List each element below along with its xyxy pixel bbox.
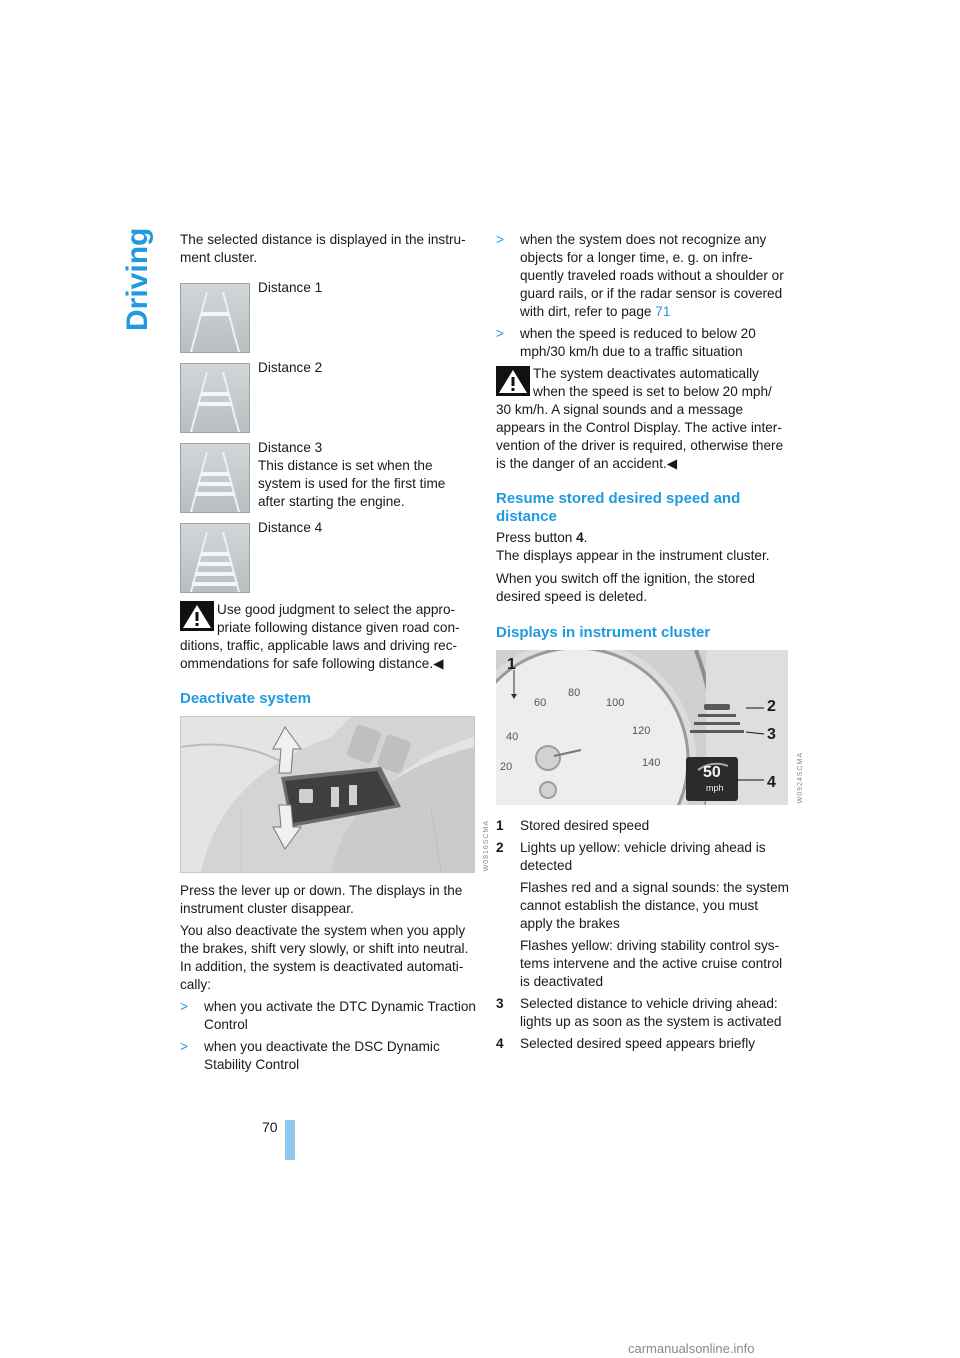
section-title: Driving	[121, 228, 154, 332]
page-link[interactable]: 71	[655, 304, 671, 319]
cluster-legend	[496, 817, 792, 1053]
warning-1-text: ditions, traffic, applicable laws and driving rec-ommendations for safe following distance.◀	[180, 638, 458, 671]
callout-3: 3	[767, 726, 776, 743]
press-button-text: Press button 4. The displays appear in the instrument cluster.	[496, 530, 770, 563]
right-bullets	[496, 231, 792, 361]
speed-tick: 100	[606, 697, 625, 709]
distance-4-image	[180, 523, 250, 593]
speed-tick: 40	[506, 731, 519, 743]
intro-text: The selected distance is displayed in the instru-ment cluster.	[180, 232, 466, 265]
heading-deactivate-system: Deactivate system	[180, 690, 311, 707]
distance-4-label: Distance 4	[258, 520, 323, 535]
list-item: > when the system does not recognize any objects for a longer time, e. g. on infre-quently traveled roads without a shoulder or guard rails, or if the radar sensor is covered with dirt, refer to page 71	[496, 232, 784, 319]
heading-resume-speed: Resume stored desired speed and distance	[496, 490, 741, 525]
speed-tick: 120	[632, 725, 651, 737]
lever-photo	[180, 716, 475, 873]
list-item: > when you activate the DTC Dynamic Traction Control	[180, 999, 476, 1032]
list-item: > when you deactivate the DSC Dynamic Stability Control	[180, 1039, 440, 1072]
callout-1: 1	[507, 656, 516, 673]
callout-2: 2	[767, 698, 776, 715]
distance-1-label: Distance 1	[258, 280, 323, 295]
distance-2-label: Distance 2	[258, 360, 323, 375]
lever-photo-code: W0816SCMA	[483, 820, 490, 872]
instrument-cluster-photo	[496, 650, 788, 805]
page-bar	[285, 1120, 295, 1160]
footer-watermark: carmanualsonline.info	[628, 1341, 755, 1356]
ignition-off-text: When you switch off the ignition, the stored desired speed is deleted.	[496, 571, 755, 604]
callout-4: 4	[767, 774, 776, 791]
heading-displays-cluster: Displays in instrument cluster	[496, 624, 711, 641]
list-item: > when the speed is reduced to below 20 mph/30 km/h due to a traffic situation	[496, 326, 756, 359]
speed-tick: 80	[568, 687, 581, 699]
warning-2-first-lines: The system deactivates automatically when the speed is set to below 20 mph/	[533, 366, 772, 399]
speed-value: 50	[703, 764, 721, 781]
list-item: 3 Selected distance to vehicle driving ahead: lights up as soon as the system is activated	[496, 996, 782, 1029]
page-number: 70	[262, 1119, 278, 1135]
distance-3-text: Distance 3 This distance is set when the system is used for the first time after starting the engine.	[258, 440, 446, 509]
warning-icon	[180, 601, 214, 631]
deactivate-bullets	[180, 998, 476, 1074]
speed-tick: 20	[500, 761, 513, 773]
warning-1-first-lines: Use good judgment to select the appro- priate following distance given road con-	[217, 602, 460, 635]
list-item: 2 Lights up yellow: vehicle driving ahead is detected Flashes red and a signal sounds: the system cannot establish the distance, you must apply the brakes Flashes yellow: driving stability control sys-tems intervene and the active cruise control is deactivated	[496, 840, 790, 989]
speed-tick: 60	[534, 697, 547, 709]
distance-1-image	[180, 283, 250, 353]
warning-icon	[496, 366, 530, 396]
speed-tick: 140	[642, 757, 661, 769]
press-lever-text: Press the lever up or down. The displays in the instrument cluster disappear.	[180, 883, 463, 916]
list-item: 4 Selected desired speed appears briefly	[496, 1036, 756, 1051]
also-deactivate-text: You also deactivate the system when you apply the brakes, shift very slowly, or shift into neutral. In addition, the system is deactivated automati-cally:	[180, 923, 469, 992]
distance-3-image	[180, 443, 250, 513]
list-item: 1 Stored desired speed	[496, 818, 650, 833]
cluster-photo-code: W0924SCMA	[797, 752, 804, 804]
speed-unit: mph	[706, 783, 724, 793]
warning-2-text: 30 km/h. A signal sounds and a message appears in the Control Display. The active inter-vention of the driver is required, otherwise there is the danger of an accident.◀	[496, 402, 784, 471]
distance-2-image	[180, 363, 250, 433]
